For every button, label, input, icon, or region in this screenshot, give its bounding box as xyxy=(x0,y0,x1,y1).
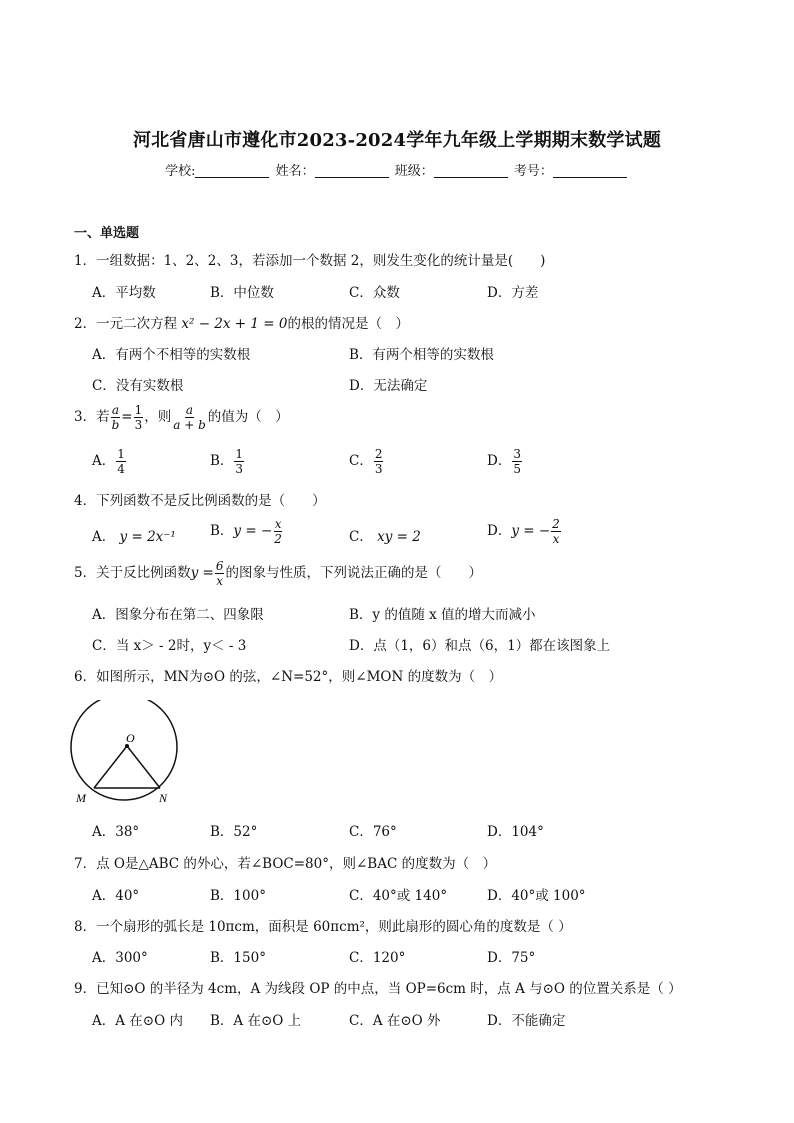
question-3-stem-text: 3．若 xyxy=(74,409,110,425)
fraction-denominator: 5 xyxy=(513,462,521,476)
question-7-option-c: C．40°或 140° xyxy=(349,888,448,904)
question-3-fraction-target xyxy=(172,403,207,432)
question-9-option-d: D．不能确定 xyxy=(487,1013,566,1029)
question-8-option-c: C．120° xyxy=(349,950,406,966)
question-2-stem-tail: 的根的情况是（ ） xyxy=(287,316,409,332)
fraction-denominator: 3 xyxy=(235,462,244,476)
question-3-stem-mid: ，则 xyxy=(144,409,172,425)
question-5-stem xyxy=(74,559,482,588)
school-label: 学校: xyxy=(165,164,196,179)
question-2-option-a: A．有两个不相等的实数根 xyxy=(92,347,251,363)
option-label: A． xyxy=(92,529,116,545)
question-5-expression: y = xyxy=(190,565,214,581)
fraction-denominator: 3 xyxy=(374,462,383,476)
question-3-option-a xyxy=(92,447,127,476)
page-title: 河北省唐山市遵化市2023-2024学年九年级上学期期末数学试题 xyxy=(132,130,662,151)
question-2-equation: x² − 2x + 1 = 0 xyxy=(181,316,288,332)
option-expression: y = 2x⁻¹ xyxy=(119,529,176,545)
name-blank xyxy=(315,163,389,178)
option-expression: y = − xyxy=(511,523,551,539)
question-6-option-c: C．76° xyxy=(349,824,397,840)
fraction-denominator: x xyxy=(216,574,224,588)
radius-om xyxy=(94,746,127,788)
option-expression: y = − xyxy=(233,523,273,539)
school-blank xyxy=(195,163,269,178)
question-4-stem: 4．下列函数不是反比例函数的是（ ） xyxy=(74,493,326,509)
question-6-option-a: A．38° xyxy=(92,824,140,840)
fraction-denominator: 3 xyxy=(134,418,143,432)
question-4-option-d xyxy=(487,517,562,546)
question-3-stem xyxy=(74,403,289,432)
fraction-numerator: 2 xyxy=(374,447,383,461)
exam-no-label: 考号： xyxy=(513,164,553,179)
question-1-option-d: D．方差 xyxy=(487,285,539,301)
question-3-option-c xyxy=(349,447,384,476)
fraction-numerator: 1 xyxy=(117,447,125,461)
question-9-stem: 9．已知⊙O 的半径为 4cm，A 为线段 OP 的中点，当 OP=6cm 时，点 A 与⊙O 的位置关系是（ ） xyxy=(74,981,682,997)
question-3-stem-tail: 的值为（ ） xyxy=(207,409,289,425)
question-9-option-b: B．A 在⊙O 上 xyxy=(210,1013,302,1029)
option-fraction xyxy=(374,447,384,476)
question-1-option-b: B．中位数 xyxy=(210,285,274,301)
option-fraction xyxy=(551,517,561,546)
question-3-option-b xyxy=(210,447,245,476)
question-2-stem-text: 2．一元二次方程 xyxy=(74,316,182,332)
option-fraction xyxy=(116,447,126,476)
question-2-option-c: C．没有实数根 xyxy=(92,378,184,394)
question-3-fraction-ab xyxy=(111,403,121,432)
question-6-option-d: D．104° xyxy=(487,824,544,840)
class-label: 班级： xyxy=(394,164,434,179)
question-1-option-c: C．众数 xyxy=(349,285,400,301)
fraction-numerator: 1 xyxy=(235,447,244,461)
question-2-option-d: D．无法确定 xyxy=(349,378,428,394)
question-7-stem: 7．点 O是△ABC 的外心，若∠BOC=80°，则∠BAC 的度数为（ ） xyxy=(74,856,497,872)
question-6-stem: 6．如图所示，MN为⊙O 的弦，∠N=52°，则∠MON 的度数为（ ） xyxy=(74,669,503,685)
fraction-denominator: 2 xyxy=(274,532,282,546)
fraction-numerator: a xyxy=(185,403,194,417)
option-fraction xyxy=(273,517,283,546)
option-label: D． xyxy=(487,453,512,469)
question-4-option-c xyxy=(349,525,421,545)
question-3-equals: = xyxy=(121,409,133,425)
fraction-numerator: x xyxy=(274,517,282,531)
option-fraction xyxy=(512,447,522,476)
question-2-option-b: B．有两个相等的实数根 xyxy=(349,347,494,363)
question-5-option-b: B．y 的值随 x 值的增大而减小 xyxy=(349,607,536,623)
fraction-denominator: 4 xyxy=(117,462,125,476)
question-5-option-a: A．图象分布在第二、四象限 xyxy=(92,607,264,623)
option-label: C． xyxy=(349,453,373,469)
question-8-option-b: B．150° xyxy=(210,950,266,966)
circle-figure xyxy=(68,700,188,808)
question-4-option-b xyxy=(210,517,284,546)
option-label: B． xyxy=(210,453,234,469)
question-2-stem xyxy=(74,312,409,332)
question-5-option-d: D．点（1，6）和点（6，1）都在该图象上 xyxy=(349,638,611,654)
section-title: 一、单选题 xyxy=(74,226,140,241)
exam-no-blank xyxy=(553,163,627,178)
question-9-option-c: C．A 在⊙O 外 xyxy=(349,1013,441,1029)
fraction-denominator: a + b xyxy=(173,418,206,432)
option-label: B． xyxy=(210,523,234,539)
student-info-line xyxy=(0,160,794,179)
option-label: A． xyxy=(92,453,116,469)
option-label: C． xyxy=(349,529,373,545)
question-3-option-d xyxy=(487,447,523,476)
class-blank xyxy=(434,163,508,178)
fraction-denominator: x xyxy=(552,532,560,546)
label-n: N xyxy=(159,791,168,805)
label-o: O xyxy=(126,731,135,745)
fraction-numerator: a xyxy=(111,403,120,417)
fraction-numerator: 1 xyxy=(134,403,143,417)
question-8-option-d: D．75° xyxy=(487,950,536,966)
question-7-option-b: B．100° xyxy=(210,888,266,904)
fraction-numerator: 6 xyxy=(215,559,224,573)
question-1-option-a: A．平均数 xyxy=(92,285,156,301)
option-label: D． xyxy=(487,523,512,539)
question-7-option-a: A．40° xyxy=(92,888,140,904)
fraction-numerator: 3 xyxy=(513,447,521,461)
question-5-option-c: C．当 x＞ - 2时，y＜ - 3 xyxy=(92,638,247,654)
question-8-option-a: A．300° xyxy=(92,950,148,966)
label-m: M xyxy=(76,791,86,805)
question-3-fraction-value xyxy=(134,403,144,432)
question-6-option-b: B．52° xyxy=(210,824,258,840)
question-5-fraction xyxy=(215,559,225,588)
question-7-option-d: D．40°或 100° xyxy=(487,888,586,904)
question-5-stem-tail: 的图象与性质，下列说法正确的是（ ） xyxy=(225,565,482,581)
radius-on xyxy=(127,746,160,788)
question-9-option-a: A．A 在⊙O 内 xyxy=(92,1013,183,1029)
question-5-stem-text: 5．关于反比例函数 xyxy=(74,565,191,581)
option-expression: xy = 2 xyxy=(377,529,421,545)
fraction-denominator: b xyxy=(111,418,120,432)
question-4-option-a xyxy=(92,525,176,545)
name-label: 姓名： xyxy=(275,164,315,179)
fraction-numerator: 2 xyxy=(552,517,560,531)
option-fraction xyxy=(234,447,244,476)
question-1-stem: 1．一组数据：1、2、2、3，若添加一个数据 2，则发生变化的统计量是( ) xyxy=(74,253,546,269)
question-8-stem: 8．一个扇形的弧长是 10πcm，面积是 60πcm²，则此扇形的圆心角的度数是（ ） xyxy=(74,919,572,935)
